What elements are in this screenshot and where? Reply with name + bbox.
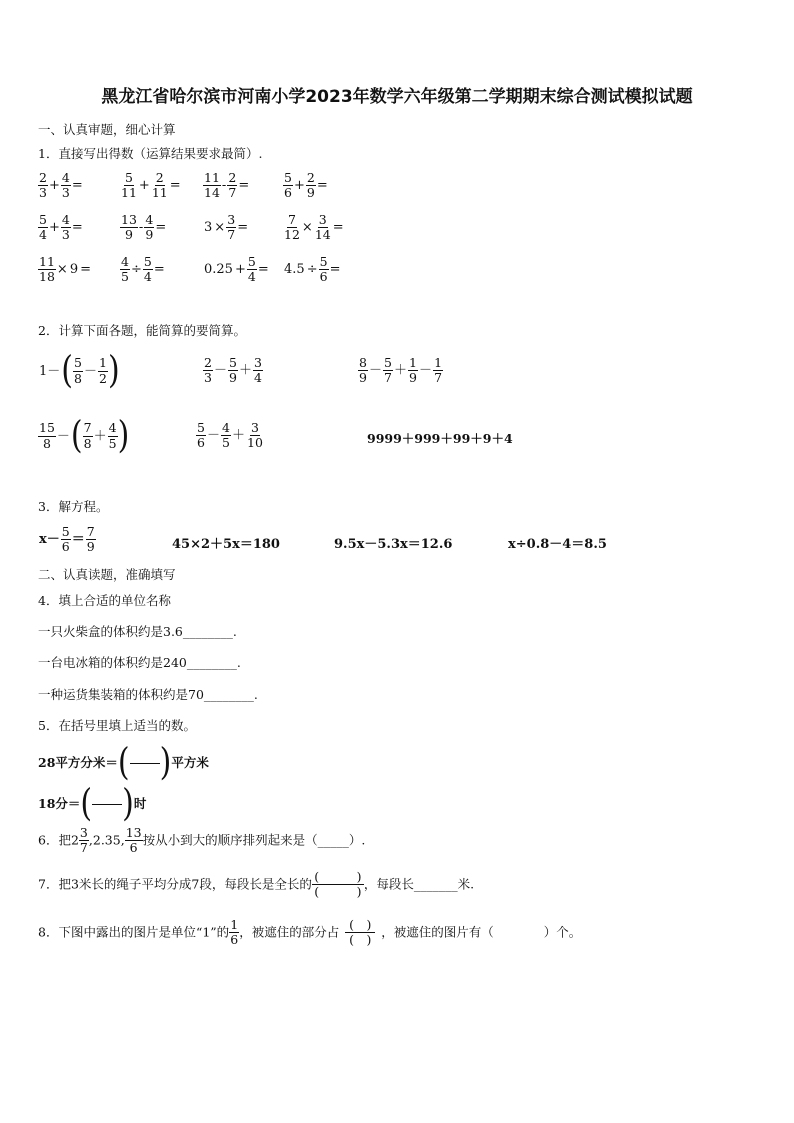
fraction: $\frac{5}{4}$ bbox=[247, 254, 256, 285]
q1-item bbox=[38, 171, 84, 201]
q1-item bbox=[38, 213, 84, 243]
q6-mid: ,2.35, bbox=[88, 832, 125, 848]
q1-item bbox=[203, 171, 250, 201]
fraction: $\frac{2}{7}$ bbox=[228, 170, 237, 201]
fraction: $\frac{3}{7}$ bbox=[227, 212, 236, 243]
q1-item bbox=[120, 213, 167, 243]
q8-post: ，被遮住的图片有（ ）个。 bbox=[381, 924, 582, 940]
fraction: $\frac{5}{11}$ bbox=[121, 170, 137, 201]
operator: ÷ bbox=[131, 262, 142, 278]
q1-item bbox=[38, 255, 92, 285]
q5-line-1-pre: 28平方分米＝ bbox=[38, 754, 118, 770]
q2-expr-5: $\frac{5}{6}$ － $\frac{4}{5}$ ＋ $\frac{3}{10}$ bbox=[197, 420, 263, 451]
q4-line-2: 一台电冰箱的体积约是240________. bbox=[38, 655, 241, 670]
q8-mid: ，被遮住的部分占 bbox=[239, 924, 340, 940]
equals-sign: = bbox=[238, 178, 250, 194]
q5-line-2: 18分＝( )时 bbox=[38, 781, 147, 826]
q5-line-2-post: 时 bbox=[133, 795, 147, 811]
fraction: $\frac{4}{9}$ bbox=[145, 212, 154, 243]
equals-sign: = bbox=[237, 220, 249, 236]
fraction: $\frac{2}{3}$ bbox=[39, 170, 47, 201]
fraction: $\frac{11}{18}$ bbox=[39, 254, 55, 285]
q8-line: 8．下图中露出的图片是单位“1”的 $\frac{1}{6}$ ，被遮住的部分占 ( ) ( ) ，被遮住的图片有（ ）个。 bbox=[38, 917, 582, 948]
fraction: $\frac{11}{14}$ bbox=[204, 170, 220, 201]
q5-line-1-post: 平方米 bbox=[171, 754, 209, 770]
operator: + bbox=[234, 262, 246, 278]
operator: + bbox=[49, 178, 60, 194]
q7-post: ，每段长_______米. bbox=[363, 876, 475, 892]
q2-expr-2: $\frac{2}{3}$ － $\frac{5}{9}$ ＋ $\frac{3}{4}$ bbox=[204, 355, 262, 386]
equals-sign: = bbox=[71, 220, 83, 236]
page-title: 黑龙江省哈尔滨市河南小学2023年数学六年级第二学期期末综合测试模拟试题 bbox=[101, 87, 693, 107]
q5-label: 5．在括号里填上适当的数。 bbox=[38, 718, 196, 733]
operator: + bbox=[138, 178, 150, 194]
number: 0.25 bbox=[204, 262, 233, 278]
q1-label: 1．直接写出得数（运算结果要求最简）. bbox=[38, 146, 263, 161]
q5-line-1: 28平方分米＝( )平方米 bbox=[38, 740, 209, 785]
q6-line: 6．把2 $\frac{3}{7}$ ,2.35, $\frac{13}{6}$ 按从小到大的顺序排列起来是（_____）. bbox=[38, 825, 366, 856]
q3-label: 3．解方程。 bbox=[38, 499, 109, 514]
q2-label: 2．计算下面各题，能简算的要简算。 bbox=[38, 323, 246, 338]
section-2-heading: 二、认真读题，准确填写 bbox=[38, 567, 176, 582]
equals-sign: = bbox=[71, 178, 83, 194]
equals-sign: = bbox=[80, 262, 91, 278]
q2-expr-3: $\frac{8}{9}$ － $\frac{5}{7}$ ＋ $\frac{1}{9}$ － $\frac{1}{7}$ bbox=[359, 355, 443, 386]
equals-sign: = bbox=[155, 220, 167, 236]
fraction: $\frac{13}{9}$ bbox=[121, 212, 137, 243]
q3-eq-2: 45×2＋5x＝180 bbox=[172, 537, 280, 552]
equals-sign: = bbox=[332, 220, 344, 236]
q2-expr-4: $\frac{15}{8}$ －( $\frac{7}{8}$ ＋ $\frac{4}{5}$ ) bbox=[39, 413, 130, 458]
operator: × bbox=[301, 220, 313, 236]
operator: - bbox=[138, 220, 144, 236]
equals-sign: = bbox=[329, 262, 341, 278]
q1-item bbox=[203, 255, 270, 285]
fraction: $\frac{5}{4}$ bbox=[143, 254, 152, 285]
q1-item bbox=[283, 171, 329, 201]
fraction: $\frac{2}{11}$ bbox=[151, 170, 168, 201]
fraction: $\frac{3}{14}$ bbox=[314, 212, 331, 243]
number: 3 bbox=[204, 220, 213, 236]
q4-line-1: 一只火柴盒的体积约是3.6________. bbox=[38, 624, 237, 639]
number: 9 bbox=[69, 262, 79, 278]
q1-item bbox=[120, 255, 166, 285]
q6-pre: 6．把2 bbox=[38, 832, 79, 848]
operator: ÷ bbox=[306, 262, 318, 278]
operator: × bbox=[214, 220, 226, 236]
equals-sign: = bbox=[316, 178, 328, 194]
q3-eq-4: x÷0.8－4＝8.5 bbox=[508, 537, 607, 552]
operator: - bbox=[221, 178, 227, 194]
equals-sign: = bbox=[169, 178, 181, 194]
fraction: $\frac{4}{3}$ bbox=[61, 212, 70, 243]
q3-eq-1: x－ $\frac{5}{6}$ ＝ $\frac{7}{9}$ bbox=[39, 524, 95, 555]
q1-item bbox=[283, 255, 342, 285]
q4-label: 4．填上合适的单位名称 bbox=[38, 593, 171, 608]
q6-post: 按从小到大的顺序排列起来是（_____）. bbox=[142, 832, 366, 848]
q5-line-2-pre: 18分＝ bbox=[38, 795, 81, 811]
fraction: $\frac{7}{12}$ bbox=[284, 212, 300, 243]
q3-eq-3: 9.5x－5.3x＝12.6 bbox=[334, 537, 453, 552]
number: 4.5 bbox=[284, 262, 305, 278]
fraction: $\frac{5}{4}$ bbox=[39, 212, 47, 243]
fraction: $\frac{2}{9}$ bbox=[306, 170, 315, 201]
q7-line: 7．把3米长的绳子平均分成7段，每段长是全长的 ( ) ( ) ，每段长_______米. bbox=[38, 869, 475, 900]
q7-pre: 7．把3米长的绳子平均分成7段，每段长是全长的 bbox=[38, 876, 312, 892]
fraction: $\frac{4}{3}$ bbox=[61, 170, 70, 201]
q4-line-3: 一种运货集装箱的体积约是70________. bbox=[38, 687, 258, 702]
q1-item bbox=[203, 213, 249, 243]
operator: × bbox=[56, 262, 68, 278]
equals-sign: = bbox=[153, 262, 165, 278]
q1-item bbox=[283, 213, 345, 243]
q8-pre: 8．下图中露出的图片是单位“1”的 bbox=[38, 924, 230, 940]
fraction: $\frac{5}{6}$ bbox=[319, 254, 328, 285]
operator: + bbox=[294, 178, 305, 194]
q2-expr-1: 1－( $\frac{5}{8}$ － $\frac{1}{2}$ ) bbox=[39, 348, 120, 393]
fraction: $\frac{5}{6}$ bbox=[284, 170, 292, 201]
q2-expr-6: 9999＋999＋99＋9＋4 bbox=[367, 431, 513, 446]
q1-item bbox=[120, 171, 182, 201]
operator: + bbox=[49, 220, 60, 236]
section-1-heading: 一、认真审题，细心计算 bbox=[38, 122, 176, 137]
fraction: $\frac{4}{5}$ bbox=[121, 254, 129, 285]
equals-sign: = bbox=[257, 262, 269, 278]
